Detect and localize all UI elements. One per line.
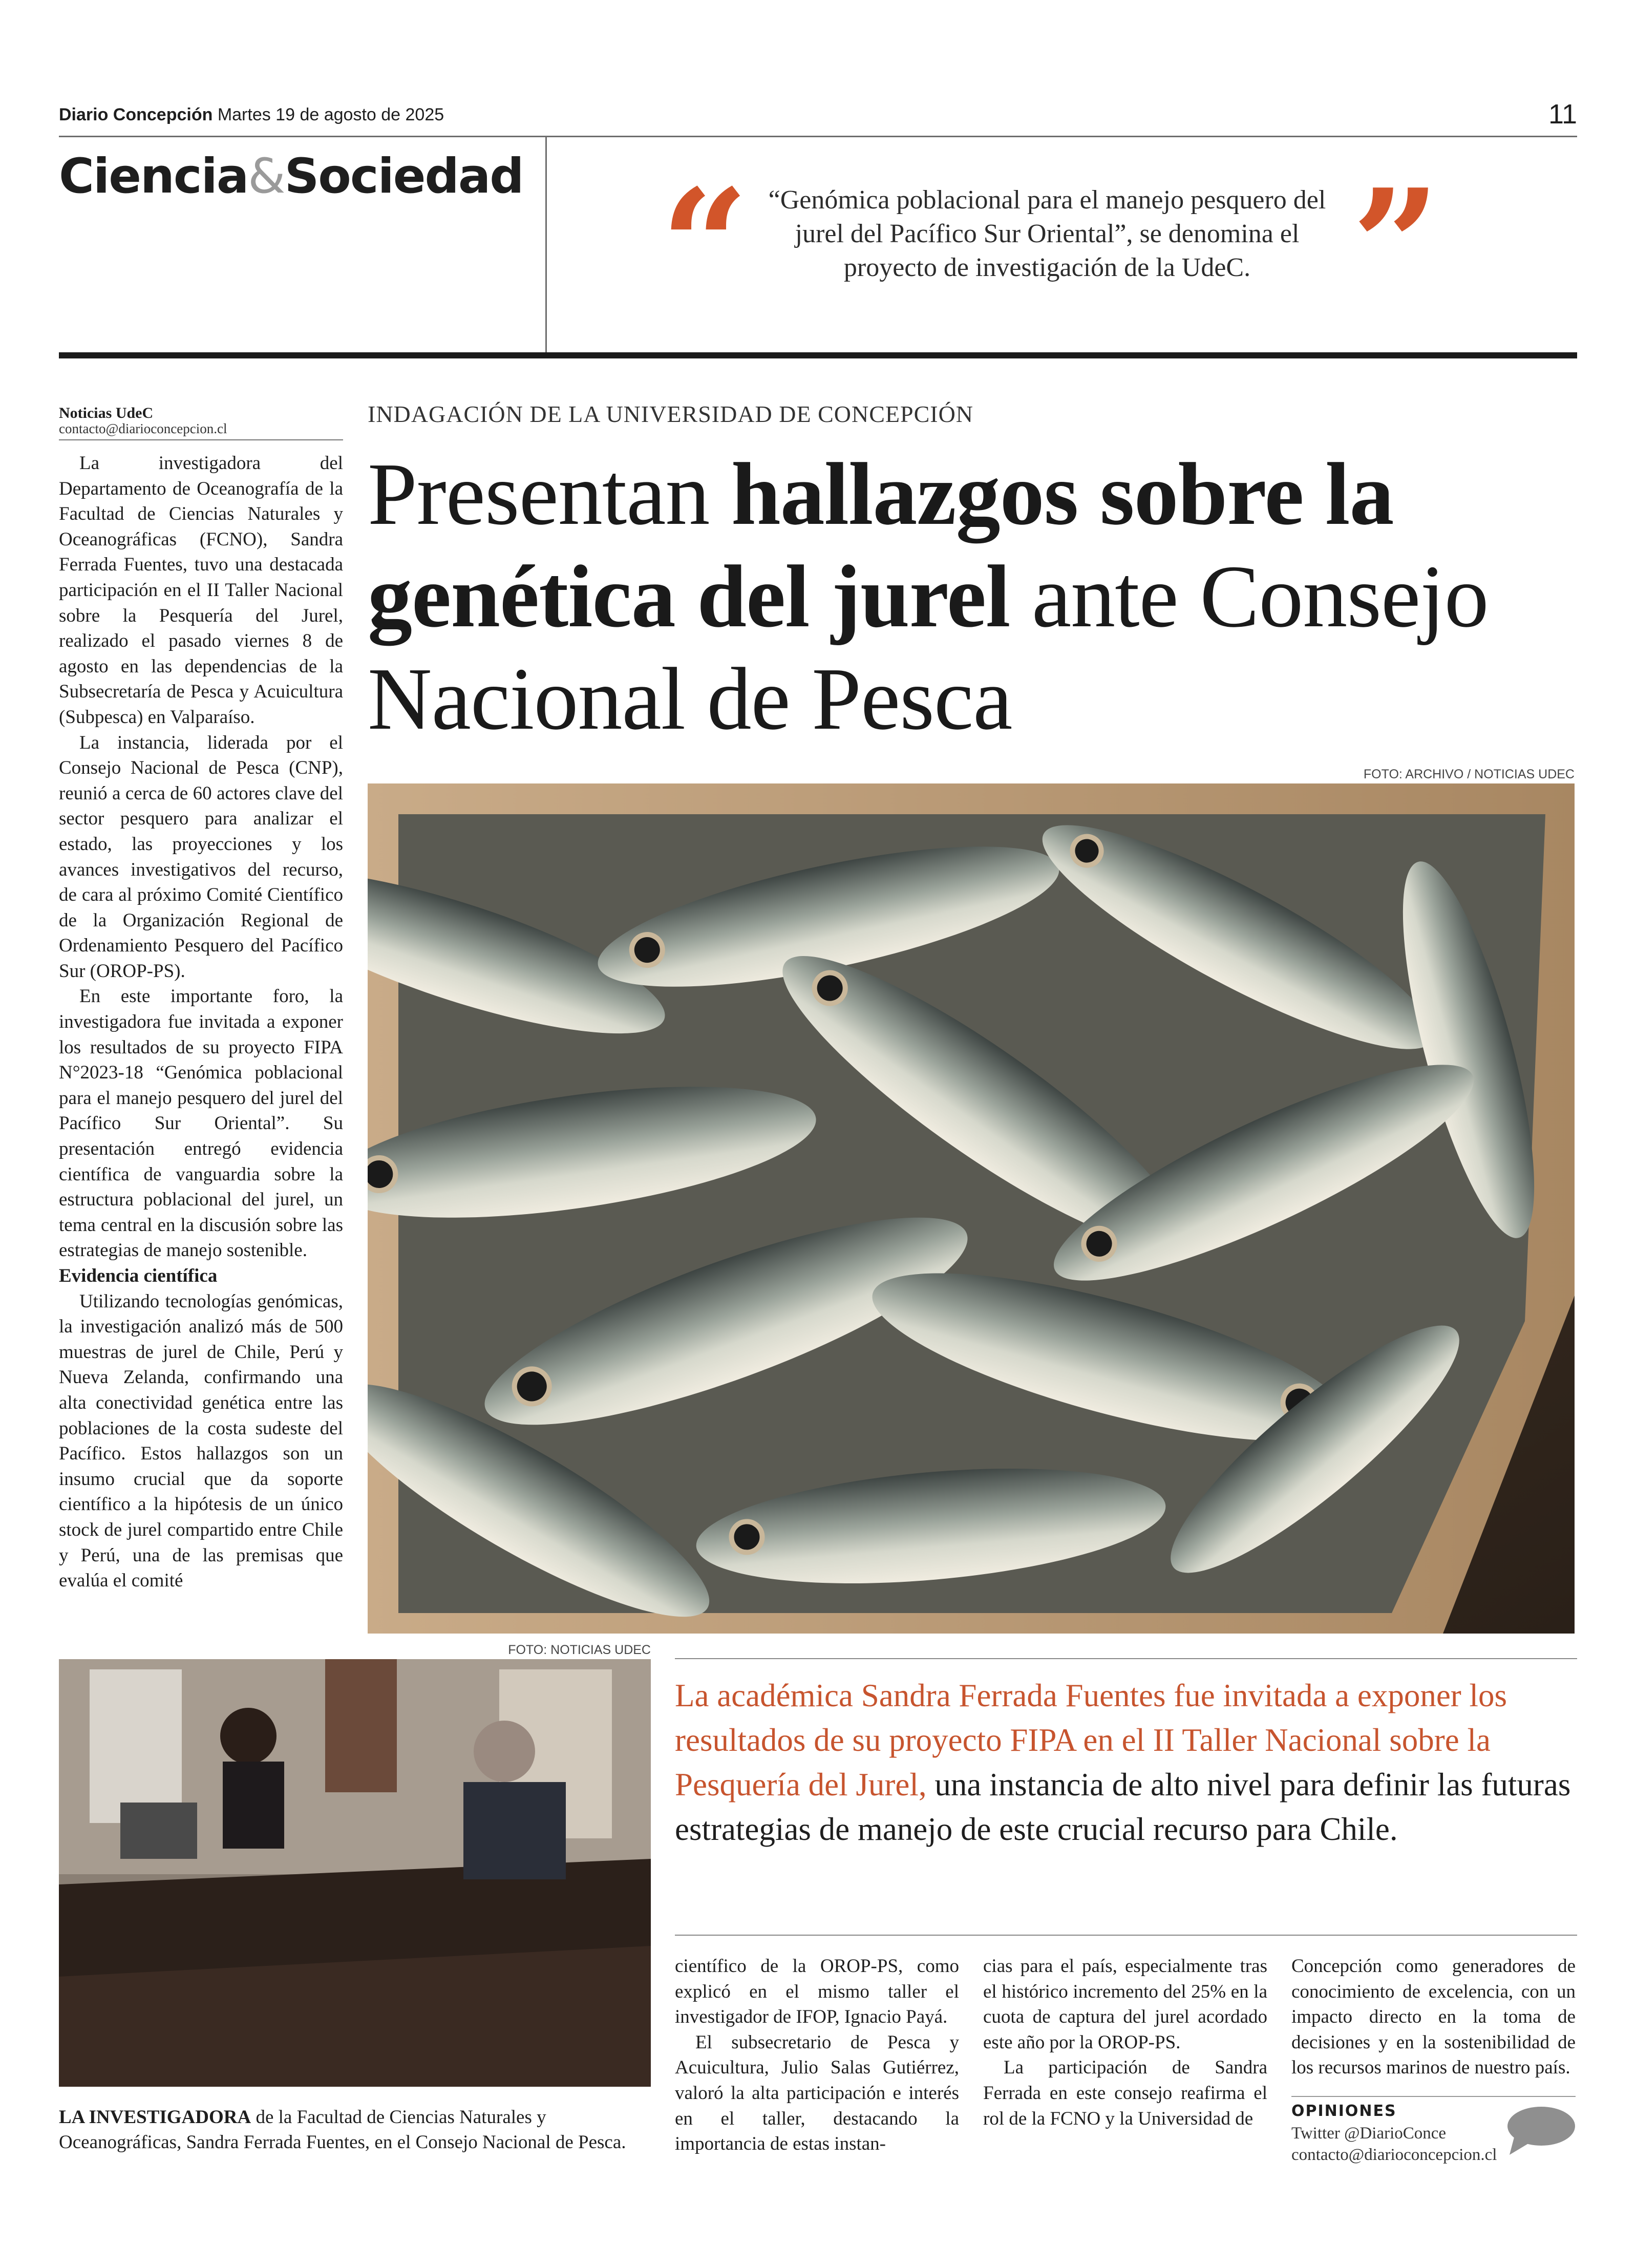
- paragraph: En este importante foro, la investigadora fue invitada a exponer los resultados de su proyecto FIPA N°2023-18 “Genómica poblacional para el manejo pesquero del jurel del Pacífico Sur Oriental”. Su presentación entregó evidencia científica de vanguardia sobre la estructura poblacional del jurel, un tema central en la discusión sobre las estrategias de manejo sostenible.: [59, 986, 343, 1261]
- opinions-rule: [1291, 2096, 1576, 2097]
- issue-date: Martes 19 de agosto de 2025: [217, 105, 444, 124]
- masthead: [59, 105, 444, 125]
- section-ampersand: &: [248, 149, 285, 204]
- section-title-part2: Sociedad: [284, 149, 523, 204]
- headline-light-end: ante Consejo Nacional de Pesca: [368, 547, 1489, 748]
- paragraph: científico de la OROP-PS, como explicó en el mismo taller el investigador de IFOP, Ignacio Payá.: [675, 1956, 959, 2028]
- paragraph: La participación de Sandra Ferrada en este consejo reafirma el rol de la FCNO y la Universidad de: [983, 2057, 1267, 2129]
- caption-lead: LA INVESTIGADORA: [59, 2107, 251, 2128]
- headline-light: Presentan: [368, 444, 731, 543]
- photo-caption: [59, 2105, 653, 2155]
- opinions-twitter[interactable]: Twitter @DiarioConce: [1291, 2124, 1447, 2143]
- article-column-3: [983, 1954, 1267, 2131]
- section-title-part1: Ciencia: [59, 149, 248, 204]
- byline-email[interactable]: contacto@diarioconcepcion.cl: [59, 421, 227, 436]
- section-title: [59, 149, 523, 204]
- pull-quote: “Genómica poblacional para el manejo pesquero del jurel del Pacífico Sur Oriental”, se denomina el proyecto de investigación de la UdeC.: [768, 185, 1326, 282]
- header-thick-rule: [59, 352, 1577, 358]
- article-left-column: [59, 451, 343, 1594]
- kicker: INDAGACIÓN DE LA UNIVERSIDAD DE CONCEPCIÓN: [368, 401, 974, 427]
- paragraph: La instancia, liderada por el Consejo Nacional de Pesca (CNP), reunió a cerca de 60 actores clave del sector pesquero para analizar el estado, las proyecciones y los avances investigativos del recurso, de cara al próximo Comité Científico de la Organización Regional de Ordenamiento Pesquero del Pacífico Sur (OROP-PS).: [59, 732, 343, 982]
- small-photo-meeting: [59, 1659, 651, 2087]
- subheading: Evidencia científica: [59, 1265, 218, 1286]
- headline-bold: hallazgos sobre la genética del jurel: [368, 444, 1394, 646]
- main-photo-fish: [368, 783, 1575, 1634]
- paragraph: Utilizando tecnologías genómicas, la investigación analizó más de 500 muestras de jurel de Chile, Perú y Nueva Zelanda, confirmando una alta conectividad genética entre las poblaciones de la costa sudeste del Pacífico. Estos hallazgos son un insumo crucial que da soporte científico a la hipótesis de un único stock de jurel compartido entre Chile y Perú, una de las premisas que evalúa el comité: [59, 1290, 343, 1592]
- caption-text: de la Facultad de Ciencias Naturales y Oceanográficas, Sandra Ferrada Fuentes, en el Consejo Nacional de Pesca.: [59, 2107, 626, 2153]
- paragraph: El subsecretario de Pesca y Acuicultura, Julio Salas Gutiérrez, valoró la alta participación e interés en el taller, destacando la importancia de estas instan-: [675, 2031, 959, 2155]
- opinions-email[interactable]: contacto@diarioconcepcion.cl: [1291, 2146, 1497, 2164]
- paragraph: Concepción como generadores de conocimiento de excelencia, con un impacto directo en la toma de decisiones y en la sostenibilidad de los recursos marinos de nuestro país.: [1291, 1956, 1576, 2079]
- header-rule: [59, 136, 1577, 137]
- paragraph: cias para el país, especialmente tras el histórico incremento del 25% en la cuota de captura del jurel acordado este año por la OROP-PS.: [983, 1956, 1267, 2053]
- headline: [368, 443, 1581, 750]
- main-photo-credit: FOTO: ARCHIVO / NOTICIAS UDEC: [1363, 767, 1575, 781]
- byline-name: Noticias UdeC: [59, 405, 154, 421]
- paragraph: La investigadora del Departamento de Oceanografía de la Facultad de Ciencias Naturales y Oceanográficas (FCNO), Sandra Ferrada Fuentes, tuvo una destacada participación en el II Taller Nacional sobre la Pesquería del Jurel, realizado el pasado viernes 8 de agosto en las dependencias de la Subsecretaría de Pesca y Acuicultura (Subpesca) en Valparaíso.: [59, 453, 343, 728]
- deck-text: una instancia de alto nivel para definir las futuras estrategias de manejo de este crucial recurso para Chile.: [675, 1767, 1571, 1847]
- page-number: 11: [1548, 99, 1577, 130]
- opinions-title: OPINIONES: [1291, 2102, 1397, 2120]
- deck-rule-top: [675, 1658, 1577, 1659]
- deck-highlight: La académica Sandra Ferrada Fuentes fue invitada a exponer los resultados de su proyecto FIPA en el II Taller Nacional sobre la Pesquería del Jurel,: [675, 1678, 1507, 1803]
- paper-name: Diario Concepción: [59, 105, 213, 124]
- article-column-4: [1291, 1954, 1576, 2081]
- article-column-2: [675, 1954, 959, 2157]
- close-quote-icon: ”: [1352, 155, 1440, 336]
- byline-rule: [59, 439, 343, 440]
- open-quote-icon: “: [661, 155, 749, 336]
- header-divider: [545, 137, 547, 352]
- deck-summary: [675, 1673, 1577, 1852]
- speech-bubble-icon: [1504, 2105, 1576, 2156]
- deck-rule-bottom: [675, 1935, 1577, 1936]
- small-photo-credit: FOTO: NOTICIAS UDEC: [508, 1643, 651, 1657]
